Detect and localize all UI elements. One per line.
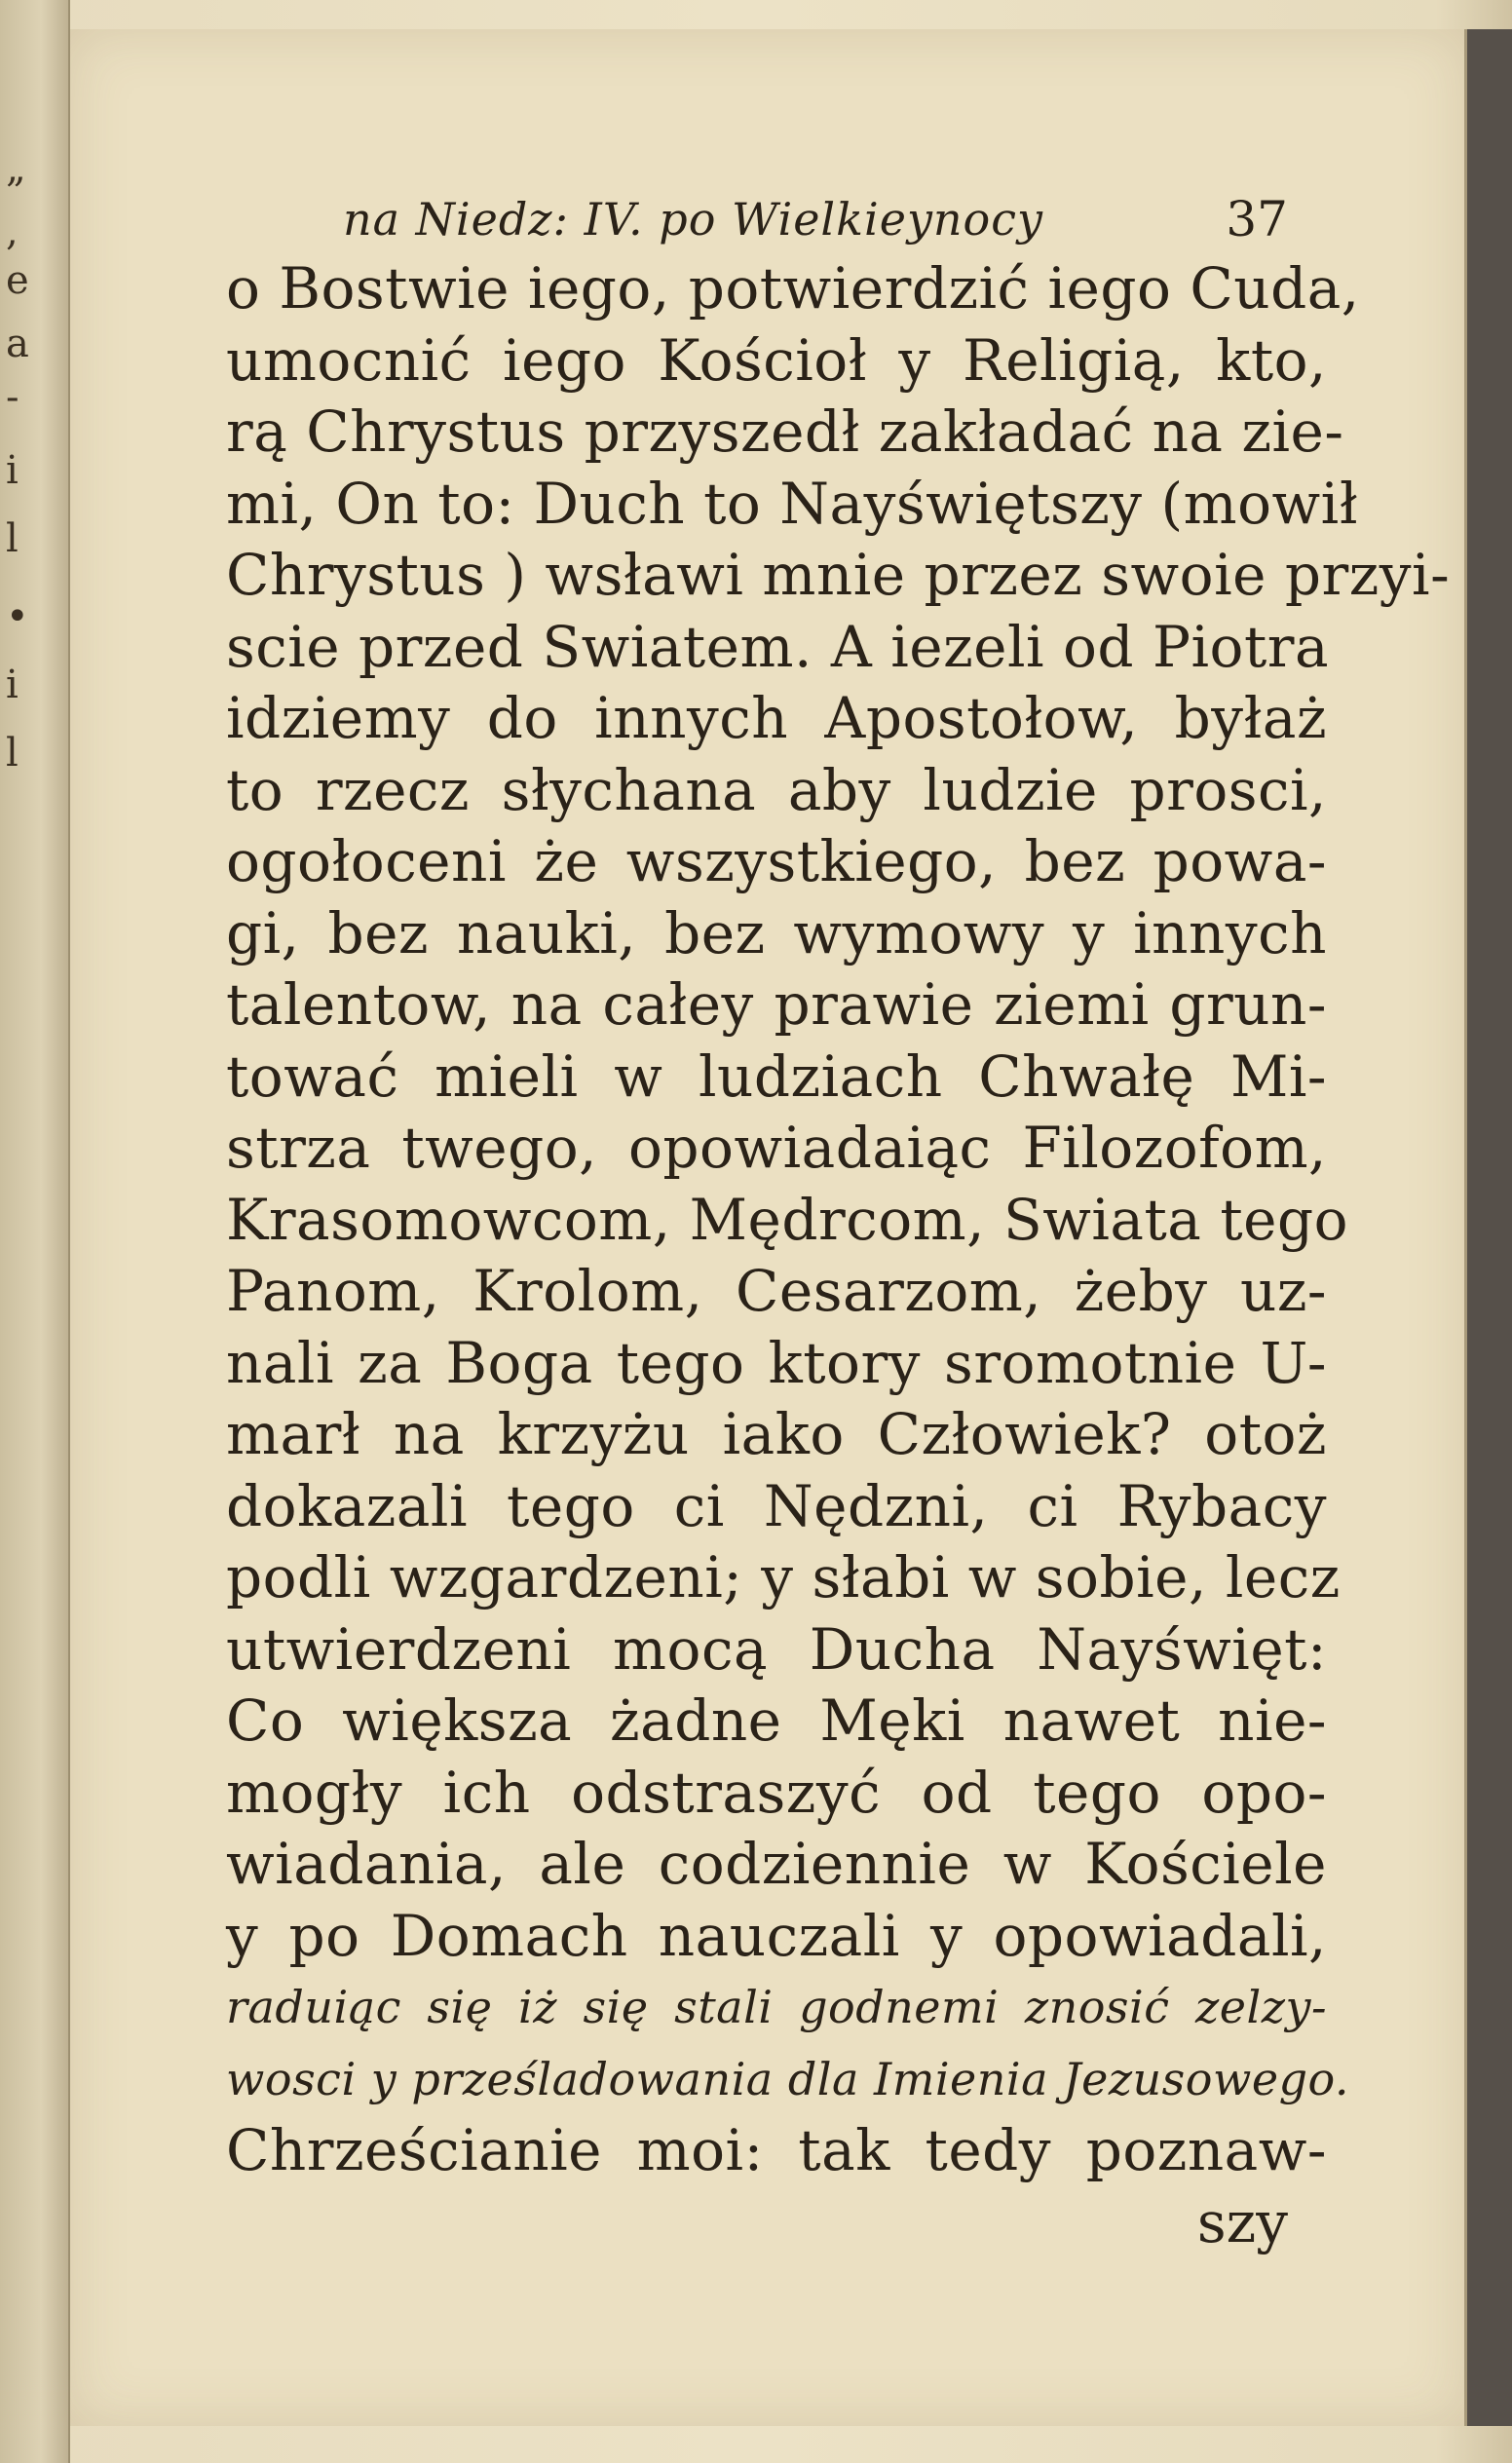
edge-mark: l <box>6 731 19 776</box>
text-line: utwierdzeni mocą Ducha Nayświęt: <box>226 1615 1327 1683</box>
text-line: Co większa żadne Męki nawet nie- <box>226 1687 1327 1754</box>
text-line: podli wzgardzeni; y słabi w sobie, lecz <box>226 1544 1341 1610</box>
edge-mark: a <box>6 322 29 366</box>
edge-mark: • <box>6 594 29 639</box>
text-line: wiadania, ale codziennie w Kościele <box>226 1831 1327 1897</box>
edge-mark: e <box>6 258 29 303</box>
previous-page-edge <box>0 0 70 2463</box>
text-line: nali za Boga tego ktory sromotnie U- <box>226 1329 1327 1396</box>
text-line: gi, bez nauki, bez wymowy y innych <box>226 899 1327 966</box>
catchword: szy <box>1196 2188 1288 2255</box>
page-number: 37 <box>1226 191 1288 247</box>
text-line: rą Chrystus przyszedł zakładać na zie- <box>226 398 1344 465</box>
text-block <box>226 185 1451 2258</box>
edge-mark: - <box>6 375 19 420</box>
text-line: dokazali tego ci Nędzni, ci Rybacy <box>226 1472 1327 1539</box>
right-page-edge <box>1464 29 1512 2426</box>
running-head <box>226 185 1327 253</box>
text-line: Chrześcianie moi: tak tedy poznaw- <box>226 2117 1327 2183</box>
text-line: mogły ich odstraszyć od tego opo- <box>226 1759 1327 1826</box>
text-line: ogołoceni że wszystkiego, bez powa- <box>226 828 1327 894</box>
text-line: y po Domach nauczali y opowiadali, <box>226 1902 1327 1969</box>
text-line: idziemy do innych Apostołow, byłaż <box>226 685 1327 751</box>
text-line: tować mieli w ludziach Chwałę Mi- <box>226 1042 1327 1110</box>
edge-mark: i <box>6 448 19 493</box>
text-line: Panom, Krolom, Cesarzom, żeby uz- <box>226 1258 1327 1324</box>
text-line-italic: raduiąc się iż się stali godnemi znosić zelzy- <box>226 1981 1327 2033</box>
text-line: marł na krzyżu iako Człowiek? otoż <box>226 1401 1327 1467</box>
text-line: umocnić iego Kościoł y Religią, kto, <box>226 326 1327 394</box>
edge-mark: i <box>6 663 19 707</box>
text-line: Chrystus ) wsławi mnie przez swoie przyi- <box>226 542 1451 608</box>
edge-mark: l <box>6 516 19 561</box>
text-line: Krasomowcom, Mędrcom, Swiata tego <box>226 1186 1349 1253</box>
text-line: talentow, na całey prawie ziemi grun- <box>226 971 1327 1038</box>
text-line: mi, On to: Duch to Nayświętszy (mowił <box>226 470 1359 537</box>
running-title: na Niedz: IV. po Wielkieynocy <box>343 193 1043 246</box>
text-line: to rzecz słychana aby ludzie prosci, <box>226 756 1327 823</box>
text-line: o Bostwie iego, potwierdzić iego Cuda, <box>226 255 1360 322</box>
text-line-italic: wosci y prześladowania dla Imienia Jezusowego. <box>226 2052 1350 2105</box>
edge-mark: „ <box>6 146 26 191</box>
edge-mark: , <box>6 209 19 254</box>
text-line: strza twego, opowiadaiąc Filozofom, <box>226 1115 1327 1181</box>
printed-page <box>70 29 1465 2426</box>
text-line: scie przed Swiatem. A iezeli od Piotra <box>226 613 1330 680</box>
